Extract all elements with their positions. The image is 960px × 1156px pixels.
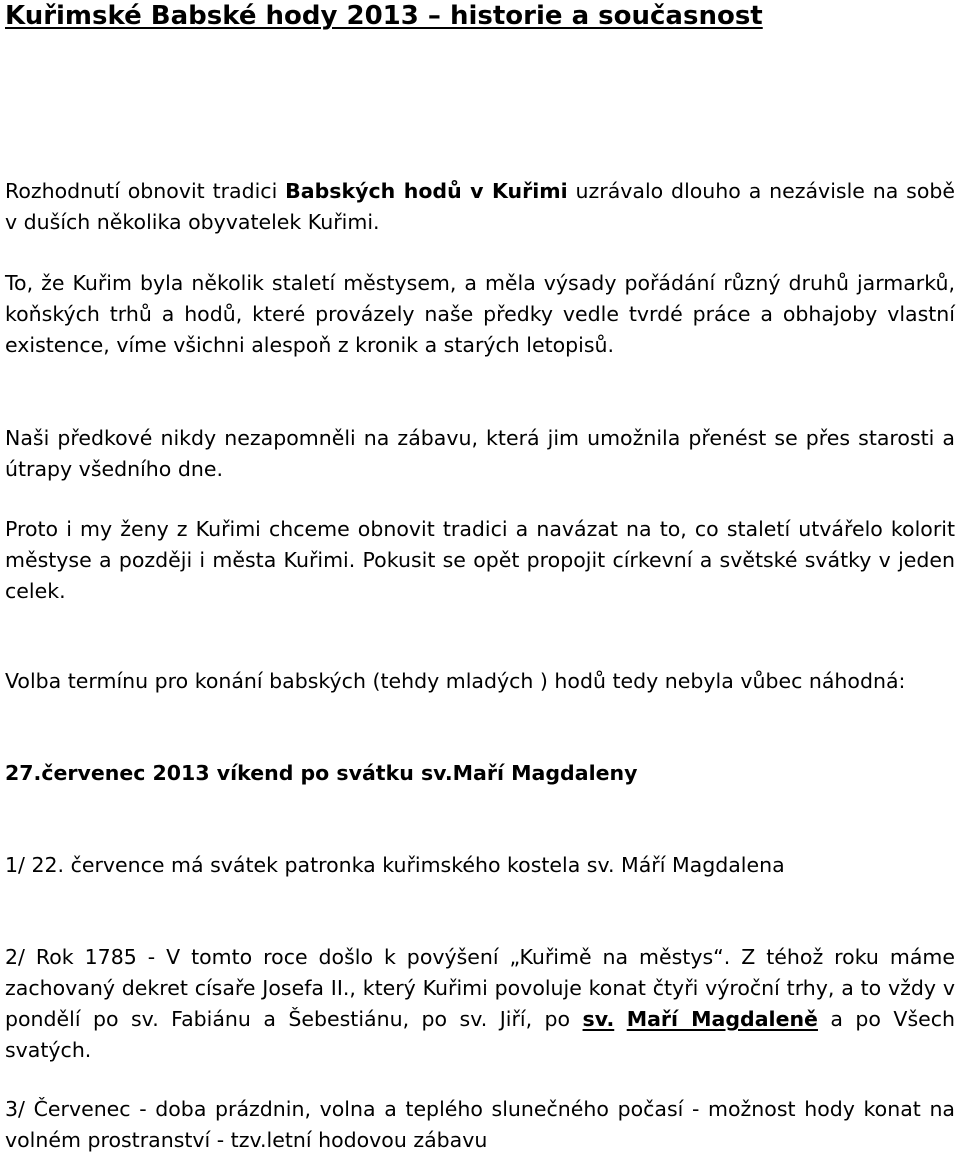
document-title: Kuřimské Babské hody 2013 – historie a současnost: [5, 1, 763, 31]
reason-point-3: 3/ Červenec - doba prázdnin, volna a teplého slunečného počasí - možnost hody konat na volném prostranství - tzv.letní hodovou zábavu: [5, 1097, 955, 1152]
paragraph-decision-start: Rozhodnutí obnovit tradici: [5, 179, 286, 203]
babske-hody-emphasis: Babských hodů v Kuřimi: [285, 179, 568, 203]
reason-point-1: 1/ 22. července má svátek patronka kuřimského kostela sv. Máří Magdalena: [5, 853, 785, 877]
paragraph-date-choice: Volba termínu pro konání babských (tehdy mladých ) hodů tedy nebyla vůbec náhodná:: [5, 669, 906, 693]
underlined-saint-abbrev: sv.: [582, 1007, 615, 1031]
reason-point-2-end: a po Všech svatých.: [5, 1007, 955, 1062]
paragraph-ancestors: Naši předkové nikdy nezapomněli na zábavu, která jim umožnila přenést se přes starosti a útrapy všedního dne.: [5, 426, 955, 481]
paragraph-decision-end: uzrávalo dlouho a nezávisle na sobě v duších několika obyvatelek Kuřimi.: [5, 179, 956, 234]
reason-point-2-text: 2/ Rok 1785 - V tomto roce došlo k povýšení „Kuřimě na městys“. Z téhož roku máme zachovaný dekret císaře Josefa II., který Kuřimi povoluje konat čtyři výroční trhy, a to vždy v pondělí po sv. Fabiánu a Šebestiánu, po sv. Jiří, po: [5, 945, 955, 1031]
event-date-heading: 27.červenec 2013 víkend po svátku sv.Maří Magdaleny: [5, 761, 638, 785]
underlined-mari-magdalene: Maří Magdaleně: [626, 1007, 818, 1031]
paragraph-women-of-kurim: Proto i my ženy z Kuřimi chceme obnovit tradici a navázat na to, co staletí utvářelo kolorit městyse a později i města Kuřimi. Pokusit se opět propojit církevní a světské svátky v jeden celek.: [5, 517, 955, 603]
reason-point-2: [5, 942, 955, 1066]
paragraph-decision: [5, 176, 955, 238]
reason-point-2-gap: [614, 1007, 626, 1031]
paragraph-town-history: To, že Kuřim byla několik staletí městysem, a měla výsady pořádání různý druhů jarmarků, koňských trhů a hodů, které provázely naše předky vedle tvrdé práce a obhajoby vlastní existence, víme všichni alespoň z kronik a starých letopisů.: [5, 271, 955, 357]
